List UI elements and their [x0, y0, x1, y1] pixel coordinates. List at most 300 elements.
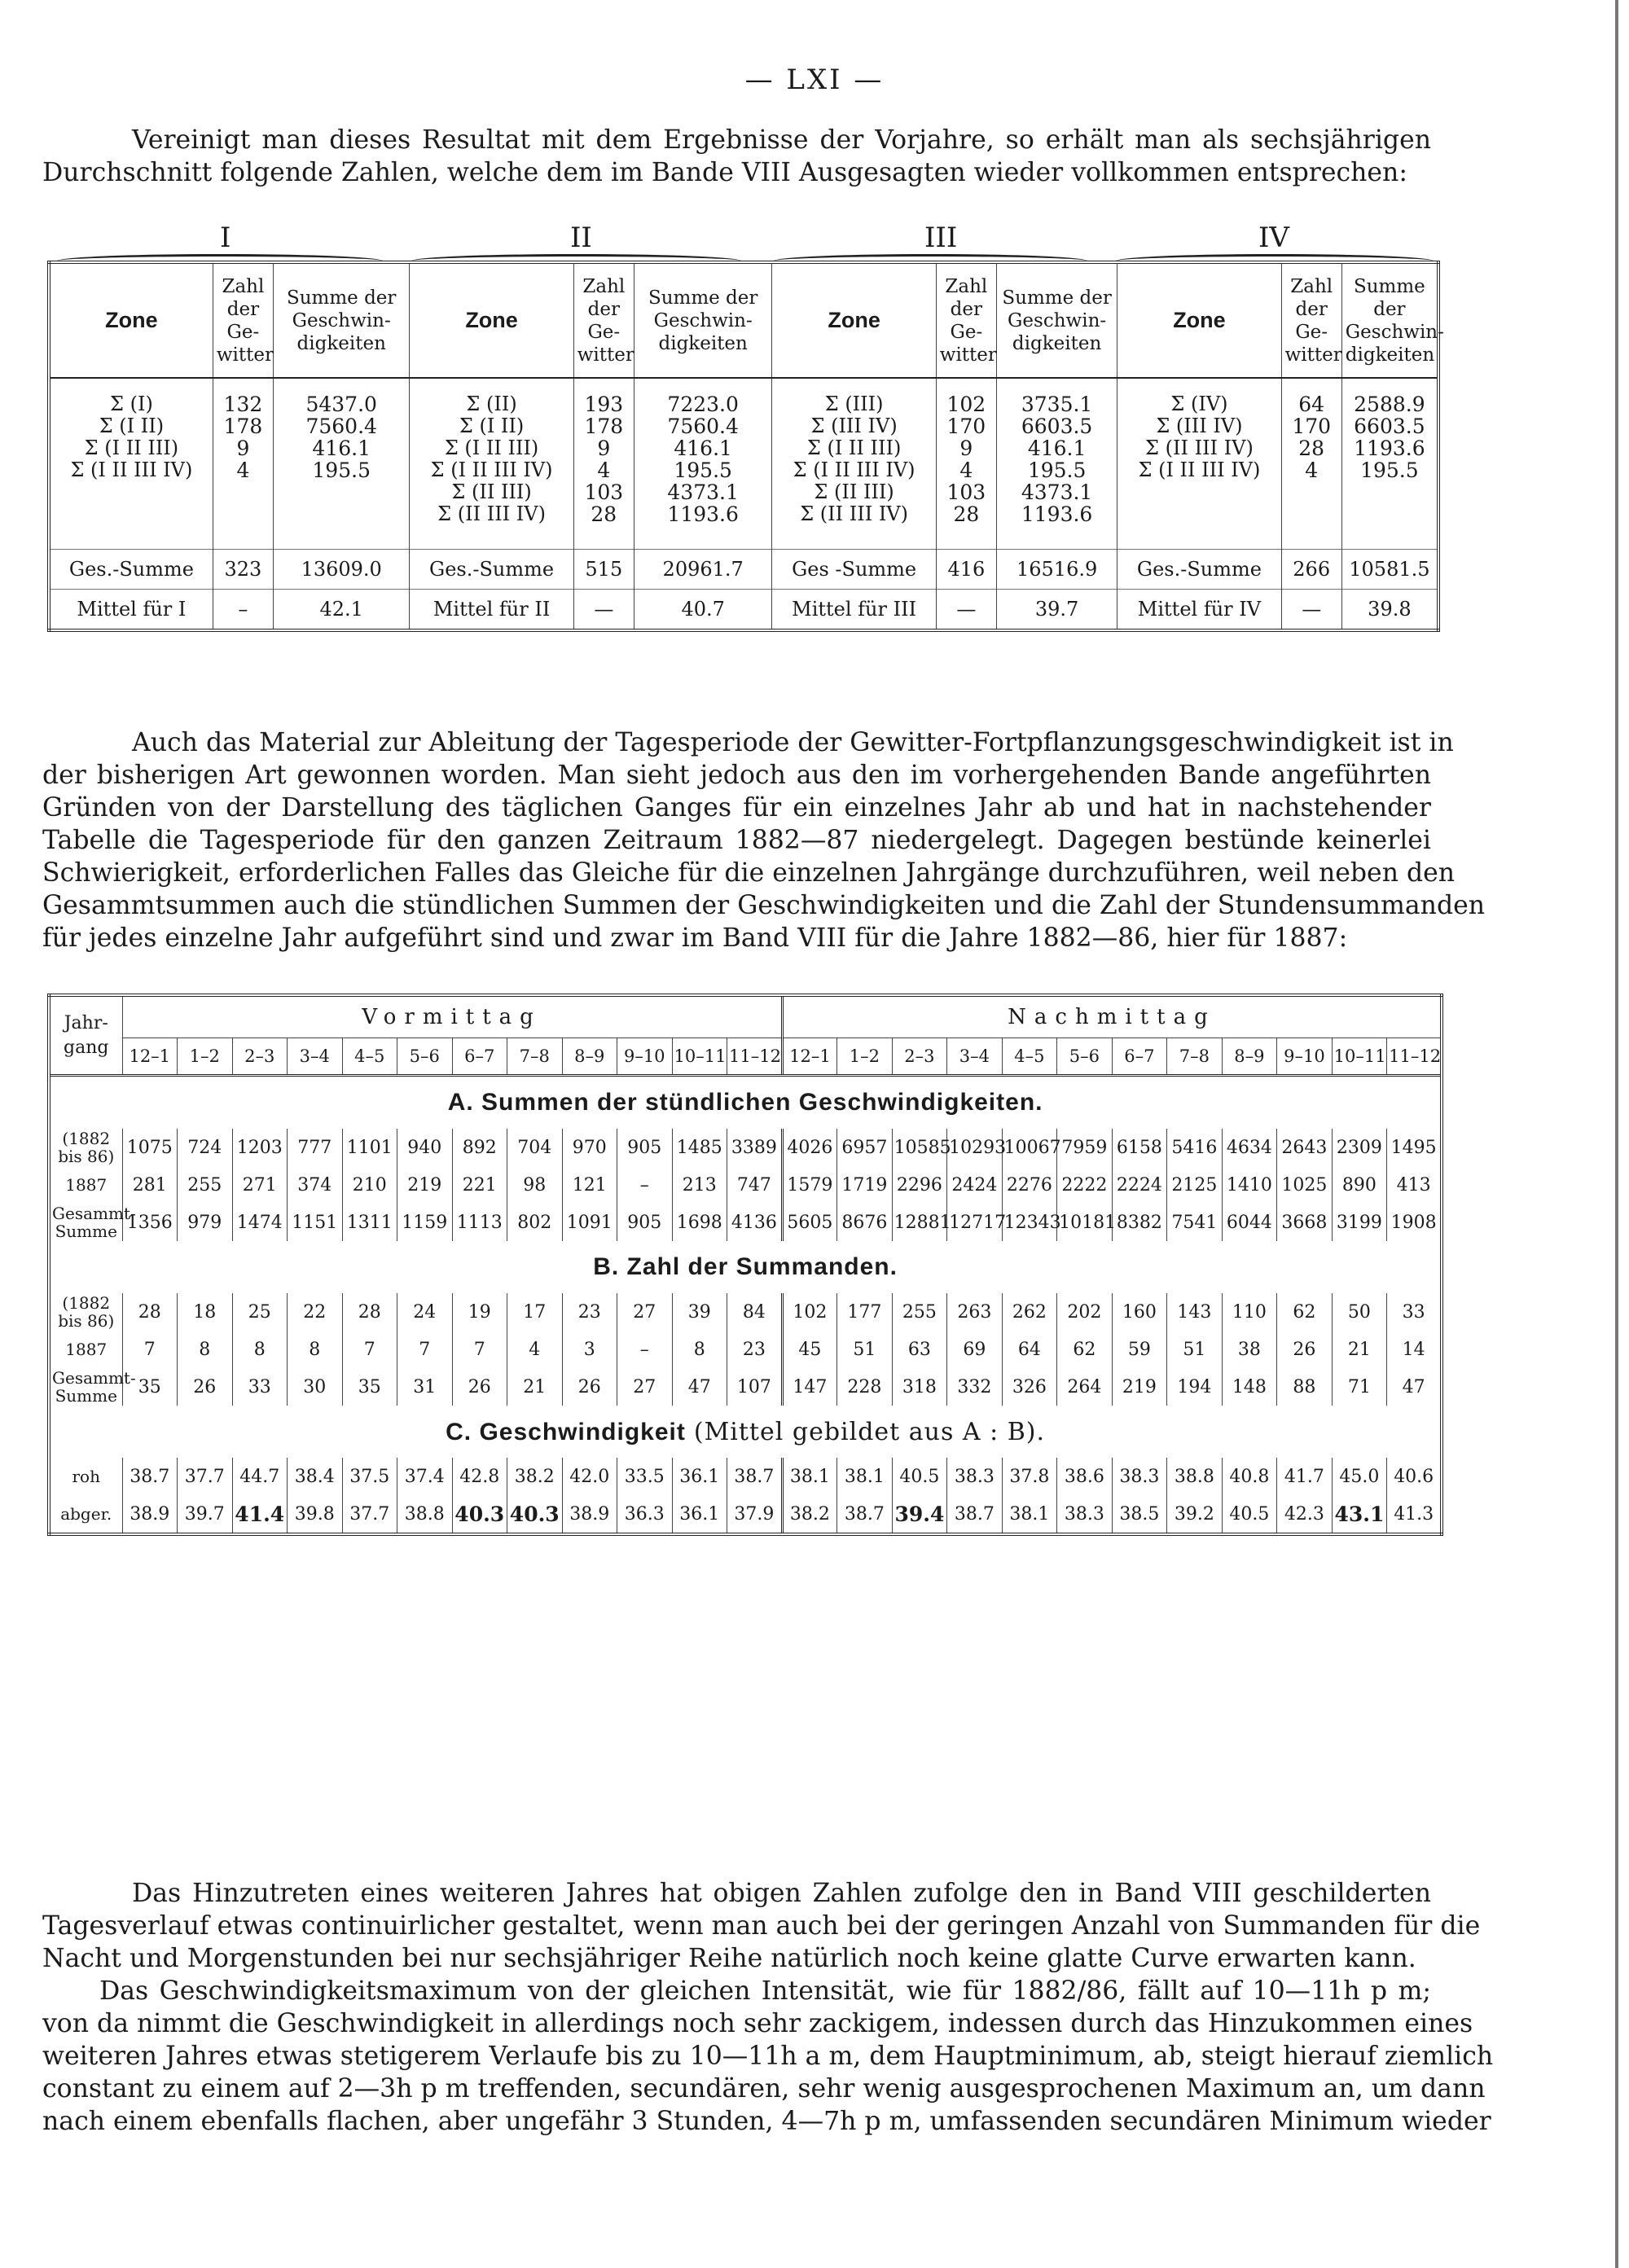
- total-label: Ges.-Summe: [410, 549, 573, 589]
- table-cell: 28: [122, 1293, 178, 1331]
- table1-mean-row: [49, 589, 1438, 630]
- table-cell: 6044: [1222, 1204, 1277, 1241]
- section-title-text: C. Geschwindigkeit: [446, 1418, 686, 1445]
- mean-count: —: [936, 589, 996, 630]
- table-cell: 62: [1277, 1293, 1333, 1331]
- table-cell: 88: [1277, 1368, 1333, 1406]
- table-cell: 38.3: [1057, 1495, 1113, 1534]
- table-row: [49, 1204, 1442, 1241]
- table-cell: 890: [1332, 1166, 1387, 1204]
- table-cell: 12881: [892, 1204, 947, 1241]
- table-cell: 777: [288, 1129, 343, 1166]
- table-cell: 38.5: [1112, 1495, 1167, 1534]
- table-cell: 4: [507, 1331, 563, 1368]
- table-cell: 263: [947, 1293, 1003, 1331]
- mean-count: —: [573, 589, 634, 630]
- table-cell: 38.7: [122, 1458, 178, 1495]
- table-cell: 255: [178, 1166, 233, 1204]
- header-zone: Zone: [410, 262, 573, 378]
- table-cell: 38.9: [562, 1495, 617, 1534]
- group-label: IV: [1258, 222, 1289, 254]
- table-cell: 4634: [1222, 1129, 1277, 1166]
- table-cell: 5605: [782, 1204, 837, 1241]
- hour-header: 5–6: [397, 1038, 453, 1076]
- hour-header: 3–4: [947, 1038, 1003, 1076]
- table-cell: 42.8: [452, 1458, 507, 1495]
- table-cell: 281: [122, 1166, 178, 1204]
- nachmittag-header: Nachmittag: [782, 995, 1442, 1038]
- total-count: 323: [213, 549, 273, 589]
- table-cell: 2224: [1112, 1166, 1167, 1204]
- table-cell: 1579: [782, 1166, 837, 1204]
- table-cell: 27: [617, 1293, 673, 1331]
- zone-list: Σ (II) Σ (I II) Σ (I II III) Σ (I II III IV) Σ (II III) Σ (II III IV): [410, 378, 573, 549]
- table-cell: 970: [562, 1129, 617, 1166]
- table-cell: 747: [727, 1166, 783, 1204]
- table-cell: 47: [672, 1368, 727, 1406]
- hour-header: 9–10: [1277, 1038, 1333, 1076]
- table-cell: 7: [342, 1331, 397, 1368]
- header-sum: Summe der Geschwin-digkeiten: [1341, 262, 1438, 378]
- mean-count: –: [213, 589, 273, 630]
- hour-header: 10–11: [672, 1038, 727, 1076]
- count-list: 193 178 9 4 103 28: [573, 378, 634, 549]
- total-sum: 10581.5: [1341, 549, 1438, 589]
- sum-list: 3735.1 6603.5 416.1 195.5 4373.1 1193.6: [996, 378, 1117, 549]
- table-cell: 43.1: [1332, 1495, 1387, 1534]
- table-cell: 1311: [342, 1204, 397, 1241]
- year-header: Jahr-gang: [49, 995, 122, 1076]
- header-count: Zahl der Ge-witter: [936, 262, 996, 378]
- zone-list: Σ (I) Σ (I II) Σ (I II III) Σ (I II III IV): [49, 378, 213, 549]
- total-sum: 13609.0: [274, 549, 410, 589]
- text-line: Das Hinzutreten eines weiteren Jahres hat obigen Zahlen zufolge den in Band VIII geschilderten: [132, 1879, 1431, 1908]
- table-cell: 21: [1332, 1331, 1387, 1368]
- total-sum: 20961.7: [634, 549, 772, 589]
- hour-header: 12–1: [122, 1038, 178, 1076]
- hour-header: 10–11: [1332, 1038, 1387, 1076]
- table-cell: 8: [232, 1331, 288, 1368]
- table-cell: 40.5: [892, 1458, 947, 1495]
- section-note: (Mittel gebildet aus A : B).: [693, 1417, 1046, 1446]
- table-cell: 8676: [837, 1204, 893, 1241]
- header-count: Zahl der Ge-witter: [213, 262, 273, 378]
- table-cell: 37.4: [397, 1458, 453, 1495]
- table-cell: 1719: [837, 1166, 893, 1204]
- table-cell: 905: [617, 1129, 673, 1166]
- table-cell: 26: [452, 1368, 507, 1406]
- section-title: [49, 1076, 1442, 1130]
- table-cell: 143: [1167, 1293, 1223, 1331]
- count-list: 64 170 28 4: [1281, 378, 1341, 549]
- table-cell: 219: [1112, 1368, 1167, 1406]
- table-cell: 21: [507, 1368, 563, 1406]
- table-cell: 38.7: [947, 1495, 1003, 1534]
- table-cell: 5416: [1167, 1129, 1223, 1166]
- zone-list: Σ (IV) Σ (III IV) Σ (II III IV) Σ (I II III IV): [1117, 378, 1281, 549]
- row-label: (1882 bis 86): [58, 1293, 115, 1331]
- hour-header: 12–1: [782, 1038, 837, 1076]
- table-row: [49, 1129, 1442, 1166]
- section-title: [49, 1241, 1442, 1293]
- table-cell: 40.6: [1387, 1458, 1442, 1495]
- table-cell: 1101: [342, 1129, 397, 1166]
- text-line: Das Geschwindigkeitsmaximum von der gleichen Intensität, wie für 1882/86, fällt auf 10—11h p m;: [99, 1976, 1431, 2006]
- row-label: 1887: [65, 1340, 108, 1359]
- table-cell: 33: [1387, 1293, 1442, 1331]
- table-cell: 2276: [1002, 1166, 1057, 1204]
- table-cell: 38.1: [782, 1458, 837, 1495]
- count-list: 132 178 9 4: [213, 378, 273, 549]
- table-cell: 51: [837, 1331, 893, 1368]
- table-cell: 2125: [1167, 1166, 1223, 1204]
- table-cell: 8: [288, 1331, 343, 1368]
- table-cell: 4026: [782, 1129, 837, 1166]
- table-cell: 194: [1167, 1368, 1223, 1406]
- table-cell: 39.4: [892, 1495, 947, 1534]
- table-cell: 177: [837, 1293, 893, 1331]
- table-cell: 27: [617, 1368, 673, 1406]
- table-cell: 41.3: [1387, 1495, 1442, 1534]
- total-label: Ges -Summe: [772, 549, 936, 589]
- header-zone: Zone: [49, 262, 213, 378]
- text-line: Auch das Material zur Ableitung der Tagesperiode der Gewitter-Fortpflanzungsgeschwindigkeit ist in: [132, 728, 1454, 757]
- table-cell: 12717: [947, 1204, 1003, 1241]
- total-count: 515: [573, 549, 634, 589]
- table-cell: 38.9: [122, 1495, 178, 1534]
- table-cell: –: [617, 1331, 673, 1368]
- table-cell: 802: [507, 1204, 563, 1241]
- table-cell: 98: [507, 1166, 563, 1204]
- text-line: Vereinigt man dieses Resultat mit dem Ergebnisse der Vorjahre, so erhält man als sechsjährigen: [132, 125, 1431, 155]
- table-cell: 10293: [947, 1129, 1003, 1166]
- table-cell: 38.6: [1057, 1458, 1113, 1495]
- table-cell: 326: [1002, 1368, 1057, 1406]
- table-cell: 69: [947, 1331, 1003, 1368]
- table-cell: 219: [397, 1166, 453, 1204]
- table-cell: 1474: [232, 1204, 288, 1241]
- table-cell: 8: [672, 1331, 727, 1368]
- table-cell: 905: [617, 1204, 673, 1241]
- table-row: [49, 1368, 1442, 1406]
- table-cell: 40.3: [452, 1495, 507, 1534]
- table-cell: 10067: [1002, 1129, 1057, 1166]
- table-cell: 262: [1002, 1293, 1057, 1331]
- table-cell: 940: [397, 1129, 453, 1166]
- table-cell: 1908: [1387, 1204, 1442, 1241]
- group-label: II: [570, 222, 592, 254]
- text-line: Nacht und Morgenstunden bei nur sechsjähriger Reihe natürlich noch keine glatte Curve erwarten kann.: [42, 1944, 1416, 1973]
- table-cell: 221: [452, 1166, 507, 1204]
- table-cell: 7: [397, 1331, 453, 1368]
- table-cell: 31: [397, 1368, 453, 1406]
- hour-header: 7–8: [507, 1038, 563, 1076]
- table-cell: 121: [562, 1166, 617, 1204]
- table2-hours-row: [49, 1038, 1442, 1076]
- table-cell: 17: [507, 1293, 563, 1331]
- total-label: Ges.-Summe: [49, 549, 213, 589]
- table-cell: 2309: [1332, 1129, 1387, 1166]
- hour-header: 8–9: [562, 1038, 617, 1076]
- table-cell: 33.5: [617, 1458, 673, 1495]
- table2-group-row: [49, 995, 1442, 1038]
- table-cell: 8: [178, 1331, 233, 1368]
- table-cell: 1698: [672, 1204, 727, 1241]
- section-row: [49, 1076, 1442, 1130]
- section-title-text: B. Zahl der Summanden.: [593, 1253, 898, 1280]
- table-cell: 38.1: [837, 1458, 893, 1495]
- text-line: Durchschnitt folgende Zahlen, welche dem im Bande VIII Ausgesagten wieder vollkommen entsprechen:: [42, 158, 1407, 187]
- table-cell: 40.5: [1222, 1495, 1277, 1534]
- sum-list: 2588.9 6603.5 1193.6 195.5: [1341, 378, 1438, 549]
- table-cell: 3199: [1332, 1204, 1387, 1241]
- text-line: von da nimmt die Geschwindigkeit in allerdings noch sehr zackigem, indessen durch das Hinzukommen eines: [42, 2009, 1473, 2038]
- table-cell: 2643: [1277, 1129, 1333, 1166]
- hour-header: 5–6: [1057, 1038, 1113, 1076]
- table-cell: 62: [1057, 1331, 1113, 1368]
- middle-paragraph: [42, 726, 1486, 954]
- mean-label: Mittel für I: [49, 589, 213, 630]
- section-title-text: A. Summen der stündlichen Geschwindigkeiten.: [447, 1089, 1043, 1116]
- table-cell: 6957: [837, 1129, 893, 1166]
- text-line: Tabelle die Tagesperiode für den ganzen Zeitraum 1882—87 niedergelegt. Dagegen bestünde keinerlei: [42, 826, 1431, 855]
- table-cell: 51: [1167, 1331, 1223, 1368]
- table-cell: 18: [178, 1293, 233, 1331]
- table-cell: 14: [1387, 1331, 1442, 1368]
- hour-header: 7–8: [1167, 1038, 1223, 1076]
- table-cell: 4136: [727, 1204, 783, 1241]
- section-row: [49, 1241, 1442, 1293]
- table-cell: 19: [452, 1293, 507, 1331]
- table-cell: 59: [1112, 1331, 1167, 1368]
- total-count: 266: [1281, 549, 1341, 589]
- total-count: 416: [936, 549, 996, 589]
- table1-total-row: [49, 549, 1438, 589]
- table-cell: 40.8: [1222, 1458, 1277, 1495]
- hour-header: 1–2: [178, 1038, 233, 1076]
- row-label: abger.: [60, 1504, 112, 1524]
- table-cell: 271: [232, 1166, 288, 1204]
- page-number: — LXI —: [744, 64, 885, 96]
- hourly-table: [47, 994, 1443, 1536]
- total-sum: 16516.9: [996, 549, 1117, 589]
- header-count: Zahl der Ge-witter: [1281, 262, 1341, 378]
- table-cell: 110: [1222, 1293, 1277, 1331]
- table-cell: 45.0: [1332, 1458, 1387, 1495]
- table-cell: 202: [1057, 1293, 1113, 1331]
- table-row: [49, 1166, 1442, 1204]
- table-cell: 1075: [122, 1129, 178, 1166]
- table-cell: 979: [178, 1204, 233, 1241]
- table-cell: –: [617, 1166, 673, 1204]
- text-line: Schwierigkeit, erforderlichen Falles das Gleiche für die einzelnen Jahrgänge durchzuführen, weil neben den: [42, 858, 1456, 888]
- row-label: Gesammt-Summe: [52, 1204, 136, 1241]
- table-cell: 12343: [1002, 1204, 1057, 1241]
- table-cell: 1025: [1277, 1166, 1333, 1204]
- table-cell: 1485: [672, 1129, 727, 1166]
- text-line: constant zu einem auf 2—3h p m treffenden, secundären, sehr wenig ausgesprochenen Maximum an, um dann: [42, 2074, 1486, 2103]
- table-cell: 6158: [1112, 1129, 1167, 1166]
- table-cell: 39: [672, 1293, 727, 1331]
- table-cell: 28: [342, 1293, 397, 1331]
- table-cell: 10181: [1057, 1204, 1113, 1241]
- table-cell: 40.3: [507, 1495, 563, 1534]
- table-cell: 3668: [1277, 1204, 1333, 1241]
- table-cell: 1091: [562, 1204, 617, 1241]
- table-cell: 37.8: [1002, 1458, 1057, 1495]
- mean-value: 39.8: [1341, 589, 1438, 630]
- text-line: für jedes einzelne Jahr aufgeführt sind und zwar im Band VIII für die Jahre 1882—86, hier für 1887:: [42, 923, 1348, 953]
- hour-header: 2–3: [892, 1038, 947, 1076]
- hour-header: 3–4: [288, 1038, 343, 1076]
- table-cell: 160: [1112, 1293, 1167, 1331]
- table-cell: 892: [452, 1129, 507, 1166]
- table-row: [49, 1458, 1442, 1495]
- header-sum: Summe der Geschwin-digkeiten: [996, 262, 1117, 378]
- table-cell: 413: [1387, 1166, 1442, 1204]
- table-cell: 1151: [288, 1204, 343, 1241]
- table-cell: 3: [562, 1331, 617, 1368]
- table-cell: 7959: [1057, 1129, 1113, 1166]
- hour-header: 2–3: [232, 1038, 288, 1076]
- table-cell: 38: [1222, 1331, 1277, 1368]
- table-cell: 2424: [947, 1166, 1003, 1204]
- header-sum: Summe der Geschwin-digkeiten: [634, 262, 772, 378]
- hour-header: 11–12: [727, 1038, 783, 1076]
- table-cell: 255: [892, 1293, 947, 1331]
- table-cell: 7541: [1167, 1204, 1223, 1241]
- header-count: Zahl der Ge-witter: [573, 262, 634, 378]
- table-cell: 213: [672, 1166, 727, 1204]
- table-cell: 26: [178, 1368, 233, 1406]
- closing-paragraph: [42, 1877, 1494, 2138]
- table-cell: 26: [562, 1368, 617, 1406]
- averages-table: [47, 261, 1444, 632]
- section-row: [49, 1406, 1442, 1458]
- table-cell: 44.7: [232, 1458, 288, 1495]
- text-line: weiteren Jahres etwas stetigerem Verlaufe bis zu 10—11h a m, dem Hauptminimum, ab, steigt hierauf ziemlich: [42, 2042, 1494, 2071]
- table-cell: 36.3: [617, 1495, 673, 1534]
- table-cell: 84: [727, 1293, 783, 1331]
- row-label: 1887: [65, 1175, 108, 1195]
- table-cell: 102: [782, 1293, 837, 1331]
- table-cell: 704: [507, 1129, 563, 1166]
- table-cell: 332: [947, 1368, 1003, 1406]
- section-title: [49, 1406, 1442, 1458]
- table-cell: 39.8: [288, 1495, 343, 1534]
- table-cell: 23: [562, 1293, 617, 1331]
- total-label: Ges.-Summe: [1117, 549, 1281, 589]
- text-line: Gründen von der Darstellung des täglichen Ganges für ein einzelnes Jahr ab und hat in nachstehender: [42, 793, 1431, 823]
- group-label: I: [220, 222, 231, 254]
- table-cell: 38.7: [727, 1458, 783, 1495]
- text-line: Gesammtsummen auch die stündlichen Summen der Geschwindigkeiten und die Zahl der Stundensummanden: [42, 891, 1486, 920]
- header-sum: Summe der Geschwin-digkeiten: [274, 262, 410, 378]
- row-label: roh: [72, 1467, 100, 1486]
- mean-value: 42.1: [274, 589, 410, 630]
- table-cell: 23: [727, 1331, 783, 1368]
- table-cell: 3389: [727, 1129, 783, 1166]
- hour-header: 9–10: [617, 1038, 673, 1076]
- table-cell: 30: [288, 1368, 343, 1406]
- table-cell: 2296: [892, 1166, 947, 1204]
- table-cell: 45: [782, 1331, 837, 1368]
- row-label: Gesammt-Summe: [52, 1368, 136, 1406]
- table-cell: 24: [397, 1293, 453, 1331]
- table-cell: 147: [782, 1368, 837, 1406]
- table-cell: 41.7: [1277, 1458, 1333, 1495]
- table-cell: 64: [1002, 1331, 1057, 1368]
- table-cell: 39.7: [178, 1495, 233, 1534]
- table-cell: 228: [837, 1368, 893, 1406]
- mean-label: Mittel für IV: [1117, 589, 1281, 630]
- table-cell: 26: [1277, 1331, 1333, 1368]
- hour-header: 8–9: [1222, 1038, 1277, 1076]
- table-cell: 33: [232, 1368, 288, 1406]
- table-cell: 1410: [1222, 1166, 1277, 1204]
- table-cell: 7: [122, 1331, 178, 1368]
- table-cell: 38.3: [1112, 1458, 1167, 1495]
- table-row: [49, 1331, 1442, 1368]
- table-cell: 38.8: [397, 1495, 453, 1534]
- table-cell: 1159: [397, 1204, 453, 1241]
- table-cell: 36.1: [672, 1458, 727, 1495]
- table-cell: 10585: [892, 1129, 947, 1166]
- table-cell: 37.5: [342, 1458, 397, 1495]
- table-cell: 37.9: [727, 1495, 783, 1534]
- table-cell: 71: [1332, 1368, 1387, 1406]
- table1-zone-row: [49, 378, 1438, 549]
- table-cell: 39.2: [1167, 1495, 1223, 1534]
- hour-header: 1–2: [837, 1038, 893, 1076]
- table-cell: 148: [1222, 1368, 1277, 1406]
- table-row: [49, 1495, 1442, 1534]
- row-label: (1882 bis 86): [58, 1129, 115, 1166]
- hour-header: 4–5: [342, 1038, 397, 1076]
- table-cell: 35: [122, 1368, 178, 1406]
- hour-header: 6–7: [452, 1038, 507, 1076]
- text-line: Tagesverlauf etwas continuirlicher gestaltet, wenn man auch bei der geringen Anzahl von Summanden für die: [42, 1911, 1481, 1941]
- header-zone: Zone: [1117, 262, 1281, 378]
- table1-header-row: [49, 262, 1438, 378]
- table-cell: 36.1: [672, 1495, 727, 1534]
- mean-label: Mittel für II: [410, 589, 573, 630]
- table-cell: 1203: [232, 1129, 288, 1166]
- table-cell: 41.4: [232, 1495, 288, 1534]
- table-cell: 38.8: [1167, 1458, 1223, 1495]
- table-cell: 37.7: [342, 1495, 397, 1534]
- table-cell: 38.2: [507, 1458, 563, 1495]
- sum-list: 5437.0 7560.4 416.1 195.5: [274, 378, 410, 549]
- group-label: III: [924, 222, 958, 254]
- table-row: [49, 1293, 1442, 1331]
- table-cell: 318: [892, 1368, 947, 1406]
- hour-header: 4–5: [1002, 1038, 1057, 1076]
- table-cell: 1113: [452, 1204, 507, 1241]
- table-cell: 7: [452, 1331, 507, 1368]
- binding-edge: [1615, 0, 1618, 2268]
- table-cell: 2222: [1057, 1166, 1113, 1204]
- table-cell: 210: [342, 1166, 397, 1204]
- hour-header: 6–7: [1112, 1038, 1167, 1076]
- table-cell: 42.3: [1277, 1495, 1333, 1534]
- table-cell: 38.4: [288, 1458, 343, 1495]
- sum-list: 7223.0 7560.4 416.1 195.5 4373.1 1193.6: [634, 378, 772, 549]
- mean-value: 40.7: [634, 589, 772, 630]
- table-cell: 724: [178, 1129, 233, 1166]
- table-cell: 22: [288, 1293, 343, 1331]
- header-zone: Zone: [772, 262, 936, 378]
